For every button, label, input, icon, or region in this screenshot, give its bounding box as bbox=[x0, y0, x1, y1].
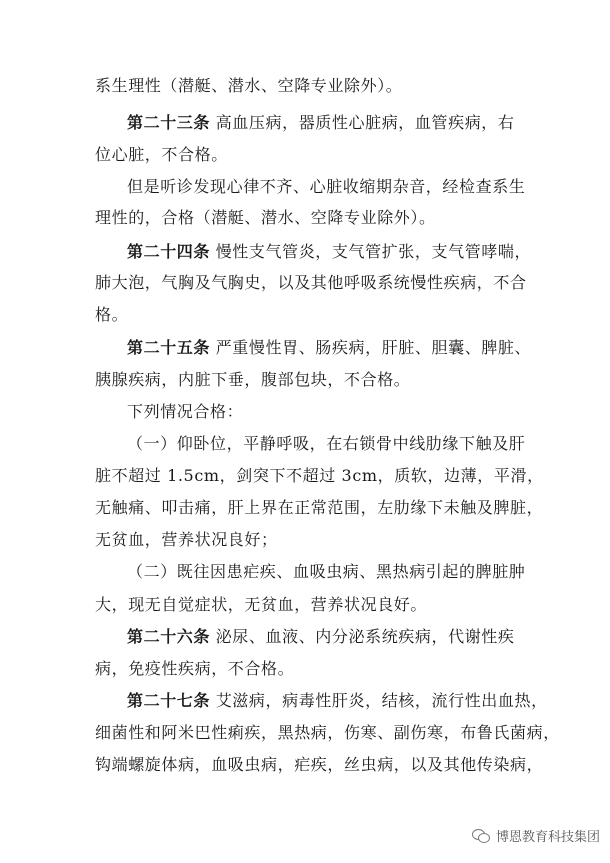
line-21: 细菌性和阿米巴性痢疾，黑热病，伤寒、副伤寒，布鲁氏菌病， bbox=[95, 723, 560, 742]
line-14: 无触痛、叩击痛，肝上界在正常范围，左肋缘下未触及脾脏， bbox=[95, 498, 544, 517]
line-13: 脏不超过 1.5cm，剑突下不超过 3cm，质软，边薄，平滑， bbox=[95, 466, 544, 485]
article-heading: 第二十六条 bbox=[127, 627, 211, 646]
line-7: 肺大泡，气胸及气胸史，以及其他呼吸系统慢性疾病，不合 bbox=[95, 273, 527, 292]
watermark-text: 博恩教育科技集团 bbox=[495, 830, 600, 845]
article-27-line-1: 第二十七条 艾滋病，病毒性肝炎，结核，流行性出血热， bbox=[127, 691, 548, 710]
line-19: 病，免疫性疾病，不合格。 bbox=[95, 659, 295, 678]
wechat-icon bbox=[472, 829, 490, 843]
line-12: （一）仰卧位，平静呼吸，在右锁骨中线肋缘下触及肝 bbox=[127, 434, 526, 453]
article-26-line-1: 第二十六条 泌尿、血液、内分泌系统疾病，代谢性疾 bbox=[127, 627, 515, 646]
line-4: 但是听诊发现心律不齐、心脏收缩期杂音，经检查系生 bbox=[127, 177, 526, 196]
line-1: 系生理性（潜艇、潜水、空降专业除外）。 bbox=[95, 76, 403, 95]
article-heading: 第二十四条 bbox=[127, 242, 211, 261]
article-24-line-1: 第二十四条 慢性支气管炎，支气管扩张，支气管哮喘， bbox=[127, 242, 532, 261]
article-25-line-1: 第二十五条 严重慢性胃、肠疾病，肝脏、胆囊、脾脏、 bbox=[127, 338, 532, 357]
article-heading: 第二十五条 bbox=[127, 338, 211, 357]
line-5: 理性的，合格（潜艇、潜水、空降专业除外）。 bbox=[95, 208, 436, 227]
line-11: 下列情况合格： bbox=[127, 402, 244, 421]
article-heading: 第二十七条 bbox=[127, 691, 211, 710]
watermark bbox=[472, 826, 600, 845]
article-heading: 第二十三条 bbox=[127, 113, 211, 132]
line-16: （二）既往因患疟疾、血吸虫病、黑热病引起的脾脏肿 bbox=[127, 562, 526, 581]
line-8: 格。 bbox=[95, 305, 129, 324]
line-17: 大，现无自觉症状，无贫血，营养状况良好。 bbox=[95, 595, 428, 614]
line-10: 胰腺疾病，内脏下垂，腹部包块，不合格。 bbox=[95, 370, 411, 389]
line-15: 无贫血，营养状况良好； bbox=[95, 530, 278, 549]
line-3: 位心脏，不合格。 bbox=[95, 145, 228, 164]
article-23-line-1: 第二十三条 高血压病，器质性心脏病，血管疾病，右 bbox=[127, 113, 515, 132]
line-22: 钩端螺旋体病，血吸虫病，疟疾，丝虫病，以及其他传染病， bbox=[95, 755, 544, 774]
